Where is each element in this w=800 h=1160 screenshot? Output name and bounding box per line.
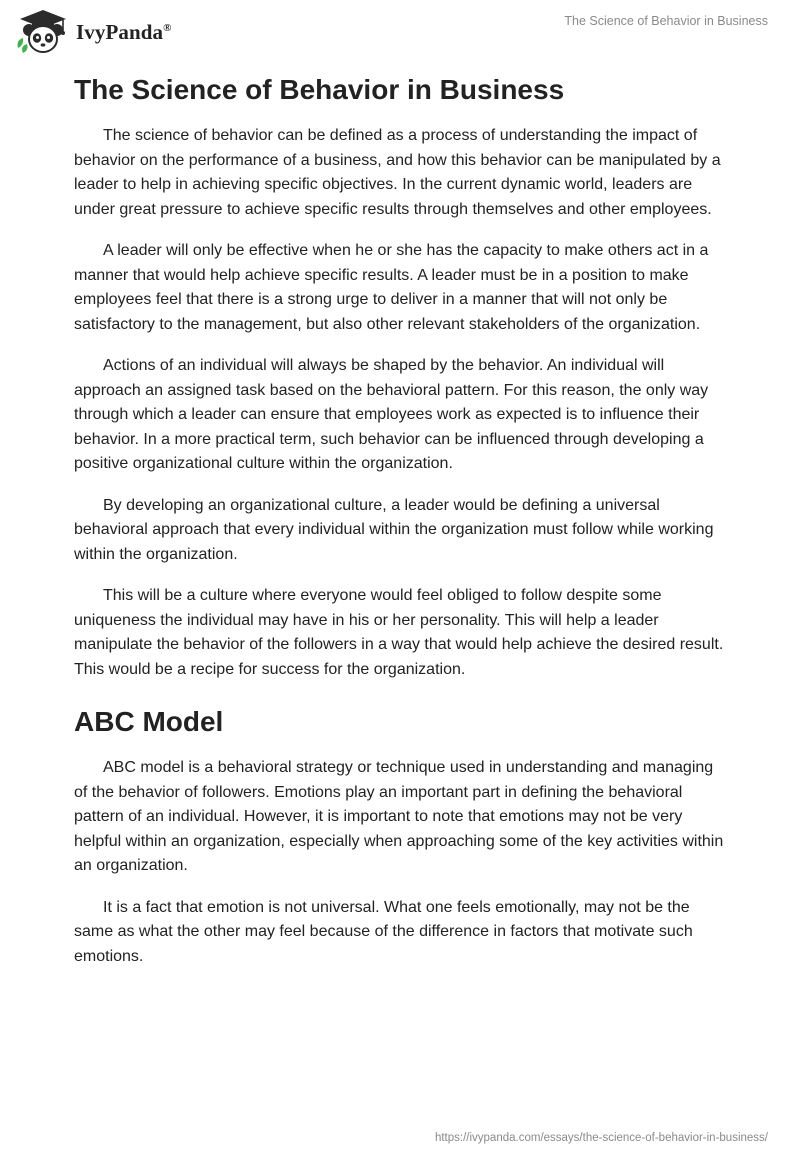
- paragraph: Actions of an individual will always be shaped by the behavior. An individual will approach an assigned task based on the behavioral pattern. For this reason, the only way through which a leader can ensure that employees work as expected is to influence their behavior. In a more practical term, such behavior can be influenced through developing a positive organizational culture within the organization.: [74, 357, 709, 472]
- registered-mark: ®: [163, 21, 172, 34]
- paragraph: It is a fact that emotion is not universal. What one feels emotionally, may not be the same as what the other may feel because of the difference in factors that motivate such emotions.: [74, 898, 693, 965]
- paragraph: ABC model is a behavioral strategy or technique used in understanding and managing of the behavior of followers. Emotions play an important part in defining the behavioral pattern of an individual. However, it is important to note that emotions may not be very helpful within an organization, especially when approaching some of the key activities within an organization.: [74, 759, 724, 874]
- section-heading-abc-model: ABC Model: [74, 706, 224, 737]
- paragraph: A leader will only be effective when he or she has the capacity to make others act in a manner that would help achieve specific results. A leader must be in a position to make employees feel that there is a strong urge to deliver in a manner that will not only be satisfactory to the management, but also other relevant stakeholders of the organization.: [74, 242, 709, 333]
- ivypanda-logo[interactable]: [14, 8, 172, 56]
- panda-graduate-icon: [14, 8, 72, 56]
- running-title: The Science of Behavior in Business: [564, 14, 768, 28]
- page-title: The Science of Behavior in Business: [74, 74, 565, 105]
- paragraph: This will be a culture where everyone would feel obliged to follow despite some uniqueness the individual may have in his or her personality. This will help a leader manipulate the behavior of the followers in a way that would help achieve the desired result. This would be a recipe for success for the organization.: [74, 587, 724, 678]
- paragraph: The science of behavior can be defined as a process of understanding the impact of behavior on the performance of a business, and how this behavior can be manipulated by a leader to help in achieving specific objectives. In the current dynamic world, leaders are under great pressure to achieve specific results through themselves and other employees.: [74, 127, 721, 218]
- source-url-link[interactable]: https://ivypanda.com/essays/the-science-of-behavior-in-business/: [434, 1132, 768, 1144]
- page-header: [0, 0, 800, 60]
- brand-name: IvyPanda®: [76, 19, 172, 44]
- article-body: [74, 72, 730, 986]
- paragraph: By developing an organizational culture, a leader would be defining a universal behavioral approach that every individual within the organization must follow while working within the organization.: [74, 496, 714, 563]
